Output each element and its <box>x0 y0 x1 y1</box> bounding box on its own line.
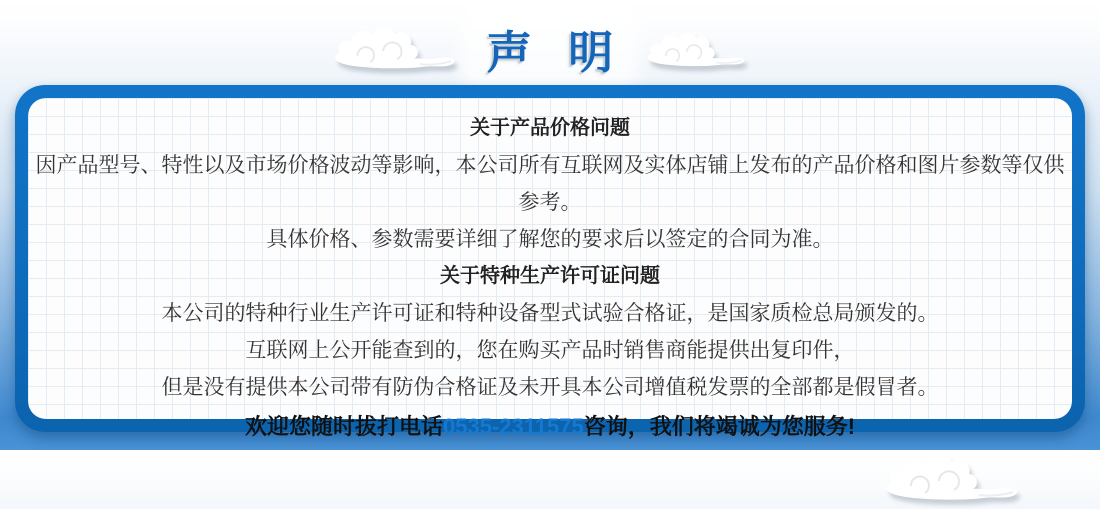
notice-card <box>15 85 1085 439</box>
section-heading-license: 关于特种生产许可证问题 <box>440 265 660 287</box>
notice-card-inner <box>28 98 1072 439</box>
notice-text-block <box>28 98 1072 447</box>
notice-line: 因产品型号、特性以及市场价格波动等影响，本公司所有互联网及实体店铺上发布的产品价格和图片参数等仅供参考。 <box>35 154 1065 214</box>
notice-line: 具体价格、参数需要详细了解您的要求后以签定的合同为准。 <box>266 228 834 251</box>
contact-line-suffix: 咨询，我们将竭诚为您服务! <box>583 414 856 439</box>
phone-number[interactable]: 0535-2311575 <box>442 414 584 439</box>
contact-line-prefix: 欢迎您随时拔打电话 <box>244 414 443 439</box>
page-title: 声 明 <box>486 27 626 78</box>
cloud-icon <box>645 27 749 73</box>
notice-line: 但是没有提供本公司带有防伪合格证及未开具本公司增值税发票的全部都是假冒者。 <box>161 376 939 399</box>
contact-line <box>28 407 1072 447</box>
header-band <box>0 0 1100 85</box>
notice-line: 互联网上公开能查到的，您在购买产品时销售商能提供出复印件， <box>245 339 855 362</box>
cloud-icon <box>883 447 1023 509</box>
notice-line: 本公司的特种行业生产许可证和特种设备型式试验合格证，是国家质检总局颁发的。 <box>161 302 939 325</box>
section-heading-price: 关于产品价格问题 <box>470 117 630 139</box>
